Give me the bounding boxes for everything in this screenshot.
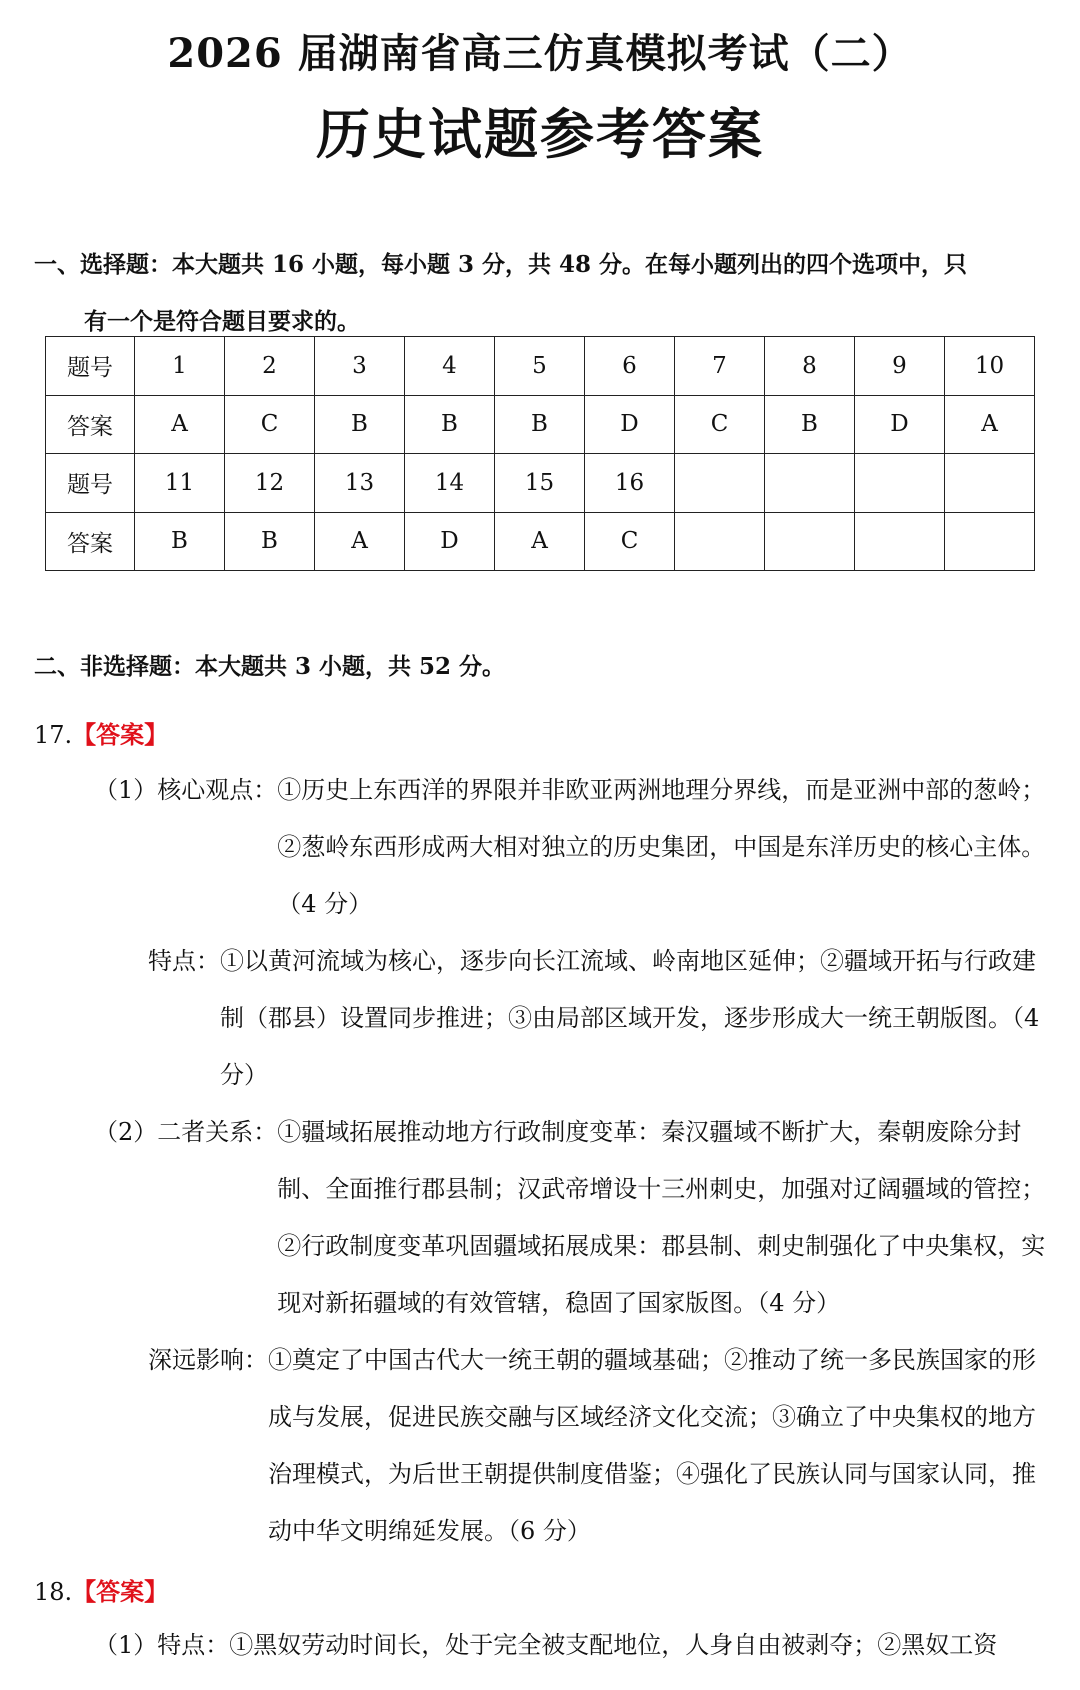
section2-heading: 二、非选择题：本大题共 3 小题，共 52 分。: [34, 653, 506, 680]
table-cell: D: [855, 395, 945, 454]
table-cell: 4: [405, 337, 495, 396]
q18-number: 18.: [34, 1578, 73, 1606]
table-cell: A: [135, 395, 225, 454]
q18-part1-label: （1）特点：: [94, 1631, 230, 1659]
table-cell: 9: [855, 337, 945, 396]
q18-part1-text: ①黑奴劳动时间长，处于完全被支配地位，人身自由被剥夺；②黑奴工资: [229, 1631, 998, 1659]
section1-heading-line1: 一、选择题：本大题共 16 小题，每小题 3 分，共 48 分。在每小题列出的四个选项中，只: [34, 251, 968, 278]
table-cell: [675, 512, 765, 571]
table-cell: C: [675, 395, 765, 454]
table-cell: 题号: [46, 454, 135, 513]
table-cell: 答案: [46, 512, 135, 571]
table-cell: 7: [675, 337, 765, 396]
q17-part2-label: （2）二者关系：: [94, 1118, 278, 1146]
table-cell: B: [495, 395, 585, 454]
table-cell: 5: [495, 337, 585, 396]
q17-part2-relation: [94, 1104, 1046, 1332]
q17-part2-text: ①疆域拓展推动地方行政制度变革：秦汉疆域不断扩大，秦朝废除分封制、全面推行郡县制；汉武帝增设十三州刺史，加强对辽阔疆域的管控；②行政制度变革巩固疆域拓展成果：郡县制、刺史制强化了中央集权，实现对新拓疆域的有效管辖，稳固了国家版图。（4 分）: [277, 1118, 1046, 1317]
table-row: [46, 454, 1035, 513]
table-cell: 11: [135, 454, 225, 513]
table-cell: B: [315, 395, 405, 454]
exam-title: 2026 届湖南省高三仿真模拟考试（二）: [167, 30, 913, 77]
q17-features-text: ①以黄河流域为核心，逐步向长江流域、岭南地区延伸；②疆域开拓与行政建制（郡县）设置同步推进；③由局部区域开发，逐步形成大一统王朝版图。（4 分）: [220, 947, 1040, 1089]
table-cell: 3: [315, 337, 405, 396]
q17-answer-tag: 【答案】: [72, 720, 169, 749]
table-cell: [945, 454, 1035, 513]
table-cell: [855, 512, 945, 571]
table-cell: B: [225, 512, 315, 571]
table-row: [46, 512, 1035, 571]
q18-header: [34, 1572, 168, 1607]
table-cell: 14: [405, 454, 495, 513]
q17-impact-label: 深远影响：: [148, 1346, 268, 1374]
table-cell: B: [135, 512, 225, 571]
table-cell: A: [315, 512, 405, 571]
table-cell: [765, 512, 855, 571]
table-cell: 1: [135, 337, 225, 396]
table-cell: 10: [945, 337, 1035, 396]
table-cell: B: [765, 395, 855, 454]
answer-table: [45, 336, 1035, 571]
table-cell: 答案: [46, 395, 135, 454]
table-cell: D: [585, 395, 675, 454]
q17-part2-impact: [148, 1332, 1046, 1560]
table-cell: C: [225, 395, 315, 454]
table-cell: [765, 454, 855, 513]
q18-part1-features: [94, 1617, 1046, 1674]
q18-answer-tag: 【答案】: [72, 1577, 169, 1606]
table-cell: 2: [225, 337, 315, 396]
q17-number: 17.: [34, 721, 73, 749]
table-cell: 题号: [46, 337, 135, 396]
section1-heading: [34, 236, 1046, 350]
table-cell: 15: [495, 454, 585, 513]
q17-part1-text: ①历史上东西洋的界限并非欧亚两洲地理分界线，而是亚洲中部的葱岭；②葱岭东西形成两大相对独立的历史集团，中国是东洋历史的核心主体。（4 分）: [277, 776, 1046, 918]
table-cell: 6: [585, 337, 675, 396]
q17-part1-label: （1）核心观点：: [94, 776, 278, 804]
table-cell: [675, 454, 765, 513]
table-cell: 13: [315, 454, 405, 513]
section1-heading-line2: 有一个是符合题目要求的。: [84, 308, 360, 335]
q17-part1-core-view: [94, 762, 1046, 933]
q17-features-label: 特点：: [148, 947, 220, 975]
q17-part1-features: [148, 933, 1046, 1104]
table-cell: D: [405, 512, 495, 571]
table-cell: 8: [765, 337, 855, 396]
table-row: [46, 395, 1035, 454]
table-cell: A: [945, 395, 1035, 454]
table-cell: C: [585, 512, 675, 571]
table-row: [46, 337, 1035, 396]
table-cell: [855, 454, 945, 513]
q17-header: [34, 715, 168, 750]
table-cell: 12: [225, 454, 315, 513]
table-cell: 16: [585, 454, 675, 513]
document-title: 历史试题参考答案: [316, 102, 764, 166]
table-cell: A: [495, 512, 585, 571]
q17-impact-text: ①奠定了中国古代大一统王朝的疆域基础；②推动了统一多民族国家的形成与发展，促进民族交融与区域经济文化交流；③确立了中央集权的地方治理模式，为后世王朝提供制度借鉴；④强化了民族认同与国家认同，推动中华文明绵延发展。（6 分）: [268, 1346, 1036, 1545]
table-cell: B: [405, 395, 495, 454]
table-cell: [945, 512, 1035, 571]
